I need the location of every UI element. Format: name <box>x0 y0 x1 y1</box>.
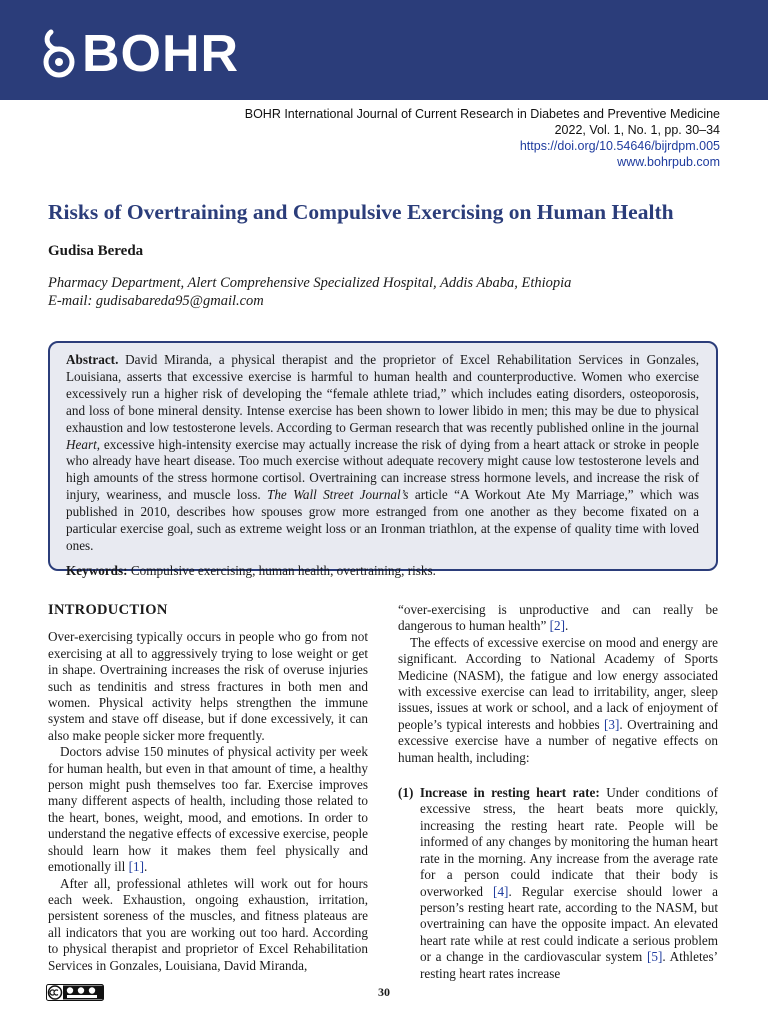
doi-link[interactable]: https://doi.org/10.54646/bijrdpm.005 <box>519 139 720 153</box>
list-item-label: (1) Increase in resting heart rate: <box>398 785 600 801</box>
citation-1[interactable]: [1] <box>128 859 144 875</box>
website-link[interactable]: www.bohrpub.com <box>617 155 720 169</box>
list-item-text-c: . Athletes’ resting heart rates increase <box>420 949 718 981</box>
quote-paragraph <box>398 602 718 635</box>
keywords-label: Keywords: <box>66 562 128 578</box>
volume-info: 2022, Vol. 1, No. 1, pp. 30–34 <box>554 123 720 137</box>
citation-4[interactable]: [4] <box>493 883 509 899</box>
list-item-text-b: . Regular exercise should lower a person’s resting heart rate, according to the NASM, but overtraining can have the opposite impact. An elevated heart rate while at rest could indicate a serious problem or a change in the cardiovascular system <box>420 883 718 965</box>
abstract-journal-wsj: The Wall Street Journal’s <box>267 487 409 503</box>
intro-paragraph-1: Over-exercising typically occurs in people who go from not exercising at all to aggressively trying to lose weight or get in shape. Overtraining increases the risk of overuse injuries such as tendinitis and stress fractures in both men and women. Physical activity helps strengthen the immune system and stave off disease, but if done excessively, it can also make people sicker more frequently. <box>48 629 368 743</box>
bohr-logo-icon <box>42 26 76 82</box>
quote-text: “over-exercising is unproductive and can really be dangerous to human health” <box>398 602 718 634</box>
author-email: E-mail: gudisabareda95@gmail.com <box>48 293 264 309</box>
list-item-text-a: Under conditions of excessive stress, the heart beats more quickly, increasing the resting heart rate. People will be informed of any changes by monitoring the human heart rate in the morning. Any increase from the average rate for a person could indicate that their body is overworked <box>420 785 718 899</box>
list-item-resting-heart-rate <box>398 785 718 982</box>
header-banner <box>0 0 768 100</box>
left-column <box>48 602 368 974</box>
page-number: 30 <box>378 985 390 999</box>
article-title: Risks of Overtraining and Compulsive Exercising on Human Health <box>48 200 674 224</box>
abstract-part-2: , excessive high-intensity exercise may actually increase the risk of dying from a heart attack or stroke in people who already have heart disease. Too much exercise without adequate recovery might cause low testosterone levels and high amounts of the stress hormone cortisol. Overtraining can increase stress hormone levels, and increase the risk of injury, weariness, and muscle loss. <box>66 436 699 503</box>
effects-text: The effects of excessive exercise on mood and energy are significant. According to National Academy of Sports Medicine (NASM), the fatigue and low energy associated with excessive exercise can lead to irritability, anger, sleep issues, issues at work or school, and a lack of enjoyment of people’s typical interests and hobbies <box>398 634 718 732</box>
citation-5[interactable]: [5] <box>646 949 663 965</box>
affiliation-text: Pharmacy Department, Alert Comprehensive Specialized Hospital, Addis Ababa, Ethiopia <box>48 275 572 291</box>
journal-info <box>245 106 720 170</box>
bohr-logo[interactable] <box>42 24 239 84</box>
quote-end: . <box>565 618 569 634</box>
intro-paragraph-3: After all, professional athletes will work out for hours each week. Exhaustion, ongoing exhaustion, irritation, persistent soreness of the muscles, and fitness plateaus are all indicators that you are working out too hard. According to physical therapist and proprietor of Excel Rehabilitation Services in Gonzales, Louisiana, David Miranda, <box>48 875 368 973</box>
citation-2[interactable]: [2] <box>549 618 566 634</box>
author-name: Gudisa Bereda <box>48 243 144 259</box>
abstract-text <box>66 352 699 555</box>
abstract-label: Abstract. <box>66 352 119 367</box>
section-heading-introduction: INTRODUCTION <box>48 602 168 618</box>
author-affiliation <box>48 274 571 310</box>
intro-p2-text: Doctors advise 150 minutes of physical activity per week for human health, but even in that amount of time, a healthy person might push themselves too far. Exercise improves many different aspects of health, including those related to the heart, bones, weight, mood, and emotions. In order to understand the negative effects of excessive exercise, people should learn how it makes them feel physically and emotionally ill <box>48 744 368 875</box>
effects-end: . Overtraining and excessive exercise have a number of negative effects on human health, including: <box>398 716 718 765</box>
keywords-text: Compulsive exercising, human health, overtraining, risks. <box>127 562 436 578</box>
keywords <box>66 563 699 580</box>
right-column <box>398 602 718 982</box>
abstract-journal-heart: Heart <box>66 436 97 452</box>
abstract-box <box>48 341 718 578</box>
abstract-part-3: article “A Workout Ate My Marriage,” which was published in 2010, describes how spouses grow more estranged from one another as they become fixated on a particular exercise goal, such as extreme weight loss or an Ironman triathlon, at the expense of quality time with loved ones. <box>66 487 700 553</box>
abstract-part-1: David Miranda, a physical therapist and the proprietor of Excel Rehabilitation Services in Gonzales, Louisiana, asserts that excessive exercise is harmful to human health and counterproductive. Women who exercise excessively run a higher risk of developing the “female athlete triad,” which includes eating disorders, osteoporosis, and loss of bone mineral density. Intense exercise has been shown to lower libido in men; this may be due to physical exhaustion and low testosterone levels. According to German research that was recently published online in the journal <box>66 352 699 435</box>
citation-3[interactable]: [3] <box>604 716 620 732</box>
intro-p2-end: . <box>143 859 148 875</box>
journal-name: BOHR International Journal of Current Research in Diabetes and Preventive Medicine <box>244 107 720 121</box>
logo-text: BOHR <box>82 25 240 83</box>
intro-paragraph-2 <box>48 744 368 875</box>
effects-paragraph <box>398 635 718 766</box>
